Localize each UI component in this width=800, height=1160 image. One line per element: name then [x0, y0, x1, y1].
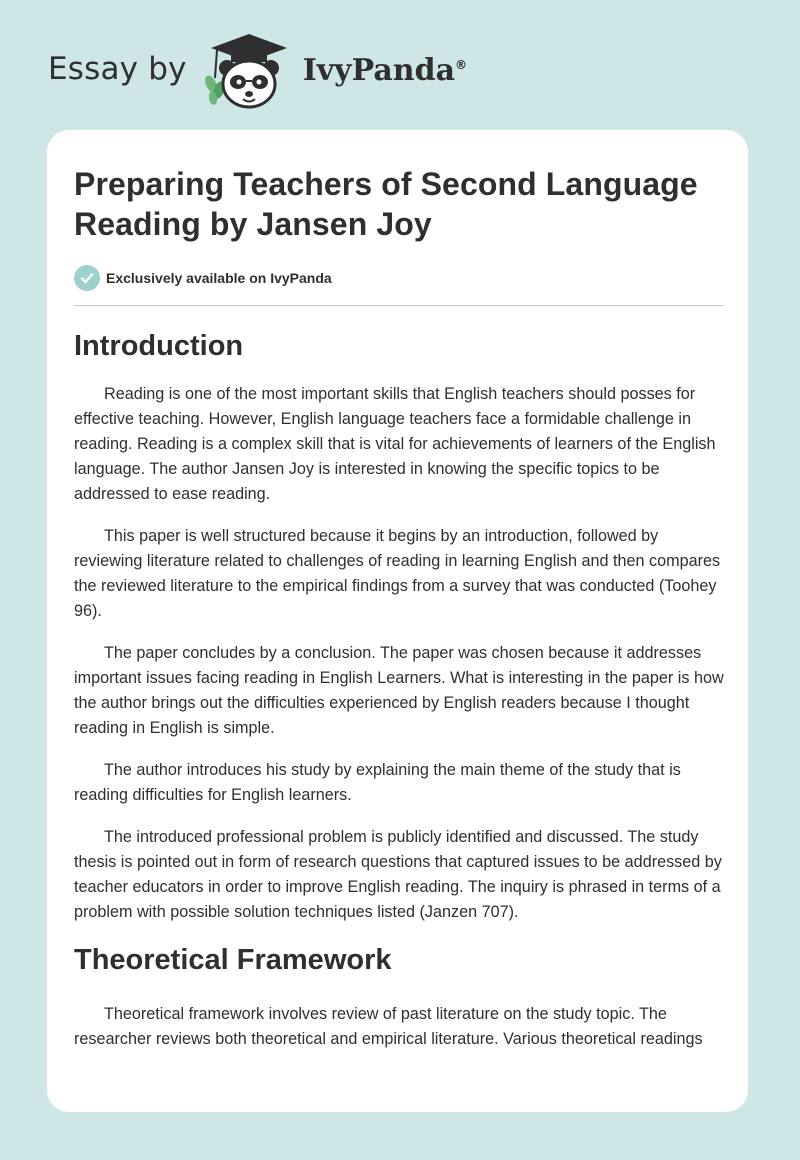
section-introduction-body: [74, 382, 724, 925]
site-header: [48, 32, 467, 112]
brand-name[interactable]: IvyPanda®: [302, 52, 468, 88]
paragraph: Theoretical framework involves review of past literature on the study topic. The researcher reviews both theoretical and empirical literature. Various theoretical readings: [74, 1005, 703, 1048]
exclusive-badge-text: Exclusively available on IvyPanda: [106, 270, 332, 286]
essay-content: [74, 164, 724, 1069]
essay-title: Preparing Teachers of Second Language Reading by Jansen Joy: [74, 166, 698, 242]
paragraph: The introduced professional problem is publicly identified and discussed. The study thesis is pointed out in form of research questions that captured issues to be addressed by teacher educators in order to improve English reading. The inquiry is phrased in terms of a problem with possible solution techniques listed (Janzen 707).: [74, 828, 722, 921]
section-heading-theoretical-framework: Theoretical Framework: [74, 944, 392, 976]
section-heading-introduction: Introduction: [74, 330, 244, 362]
panda-logo-icon[interactable]: [201, 32, 297, 112]
paragraph: Reading is one of the most important skills that English teachers should posses for effective teaching. However, English language teachers face a formidable challenge in reading. Reading is a complex skill that is vital for achievements of learners of the English language. The author Jansen Joy is interested in knowing the specific topics to be addressed to ease reading.: [74, 385, 716, 503]
brand-prefix: Essay by: [48, 51, 187, 87]
exclusive-badge: [74, 264, 724, 292]
paragraph: The paper concludes by a conclusion. The paper was chosen because it addresses important issues facing reading in English Learners. What is interesting in the paper is how the author brings out the difficulties experienced by English readers because I thought reading in English is simple.: [74, 644, 724, 737]
check-icon: [74, 265, 100, 291]
section-theoretical-framework-body: [74, 1002, 724, 1052]
registered-mark: ®: [455, 57, 468, 72]
title-divider: [74, 305, 724, 306]
paragraph: The author introduces his study by explaining the main theme of the study that is reading difficulties for English learners.: [74, 761, 681, 804]
paragraph: This paper is well structured because it begins by an introduction, followed by reviewing literature related to challenges of reading in learning English and then compares the reviewed literature to the empirical findings from a survey that was conducted (Toohey 96).: [74, 527, 721, 620]
essay-card: [47, 130, 748, 1112]
